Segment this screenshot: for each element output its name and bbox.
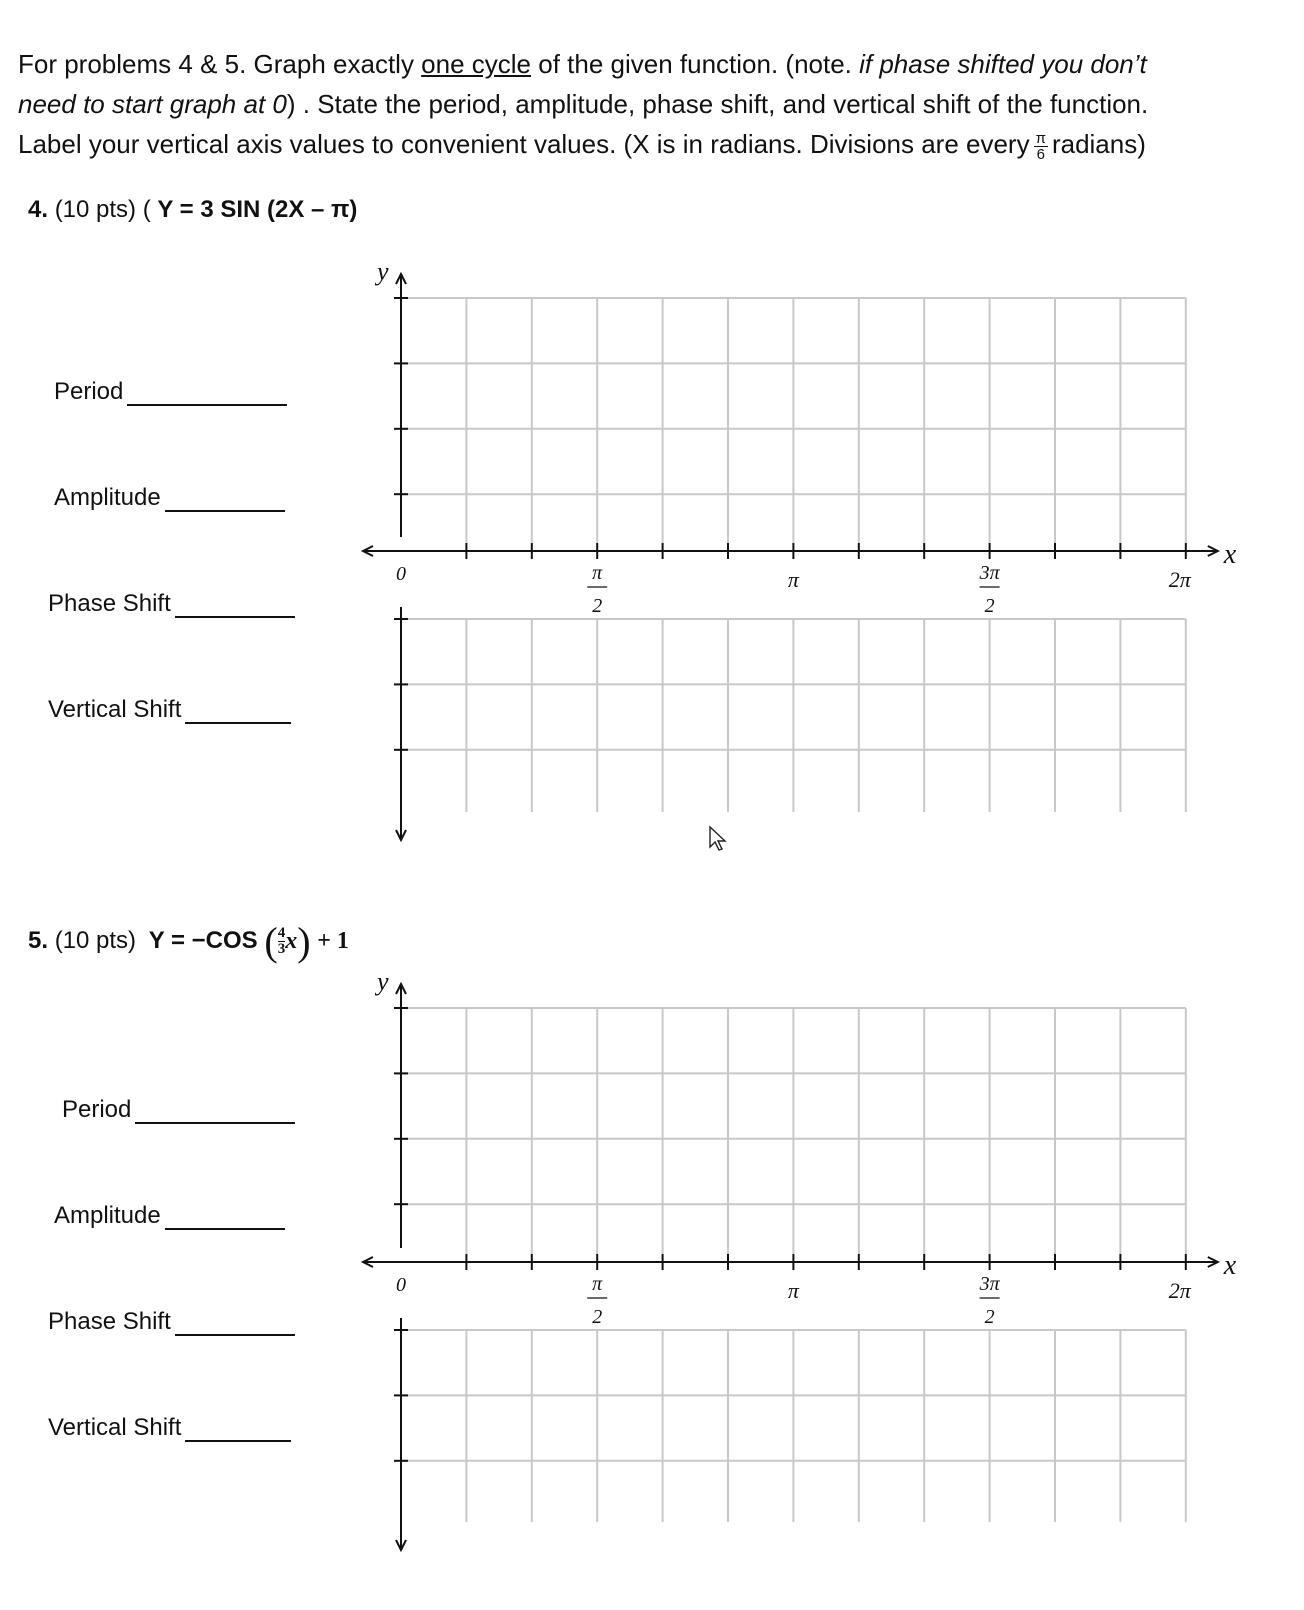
tick-label-numerator: 3π (979, 562, 1000, 584)
instructions-text: of the given function. (note. (531, 49, 860, 79)
y-axis-label: y (377, 967, 389, 996)
tick-label-numerator: 3π (979, 1273, 1000, 1295)
y-axis-label: y (377, 257, 389, 286)
instructions-italic: if phase shifted you don’t (859, 49, 1147, 79)
tick-label-denominator: 2 (592, 595, 603, 617)
problem-points: (10 pts) (54, 926, 137, 954)
equation-variable: x (285, 927, 298, 954)
instructions-text: For problems 4 & 5. Graph exactly (18, 49, 422, 79)
four-thirds-fraction: $\frac{4}{3}$ (277, 925, 286, 957)
field-label: Amplitude (54, 1202, 161, 1229)
problem-number: 5. (28, 926, 49, 954)
problem-points: (10 pts) ( (54, 196, 151, 223)
instructions-text: Label your vertical axis values to convenient values. (X is in radians. Divisions are every (18, 129, 1030, 159)
problem-4-title (28, 196, 357, 224)
x-axis-label: x (1223, 539, 1237, 570)
field-label: Period (54, 378, 124, 405)
tick-label-denominator: 2 (984, 595, 995, 617)
instructions-underline: one cycle (421, 49, 532, 79)
tick-label-denominator: 2 (592, 1306, 603, 1328)
instructions-text: ) . State the period, amplitude, phase shift, and vertical shift of the function. (286, 89, 1149, 119)
tick-label-numerator: π (592, 1273, 603, 1295)
x-axis-label: x (1223, 1250, 1237, 1281)
equation-suffix: + 1 (317, 927, 349, 954)
pi-over-six-fraction: $\frac{\pi}{6}$ (1035, 129, 1046, 163)
problem-equation: Y = 3 SIN (2X – π) (157, 196, 358, 223)
field-label: Phase Shift (48, 1308, 171, 1335)
tick-label-numerator: π (592, 562, 603, 584)
tick-label: 2π (1168, 1278, 1191, 1303)
mouse-cursor-icon (707, 825, 729, 853)
instructions (18, 44, 1288, 164)
graph-2[interactable] (0, 962, 1304, 1572)
problem-equation: Y = −COS (148, 926, 258, 954)
tick-label: 2π (1168, 567, 1191, 592)
tick-label: π (787, 1278, 799, 1303)
field-label: Amplitude (54, 484, 161, 511)
field-label: Phase Shift (48, 590, 171, 617)
instructions-italic: need to start graph at 0 (18, 89, 287, 119)
origin-label: 0 (396, 1274, 406, 1296)
graph-1[interactable] (0, 250, 1304, 860)
tick-label: π (787, 567, 799, 592)
problem-5-title: 5. (10 pts) Y = −COS ( $\frac{4}{3}$ x) + 1 (28, 919, 349, 964)
field-label: Period (62, 1096, 132, 1123)
problem-number: 4. (28, 196, 49, 223)
instructions-text: radians) (1051, 129, 1146, 159)
field-label: Vertical Shift (48, 696, 182, 723)
tick-label-denominator: 2 (984, 1306, 995, 1328)
origin-label: 0 (396, 563, 406, 585)
field-label: Vertical Shift (48, 1414, 182, 1441)
